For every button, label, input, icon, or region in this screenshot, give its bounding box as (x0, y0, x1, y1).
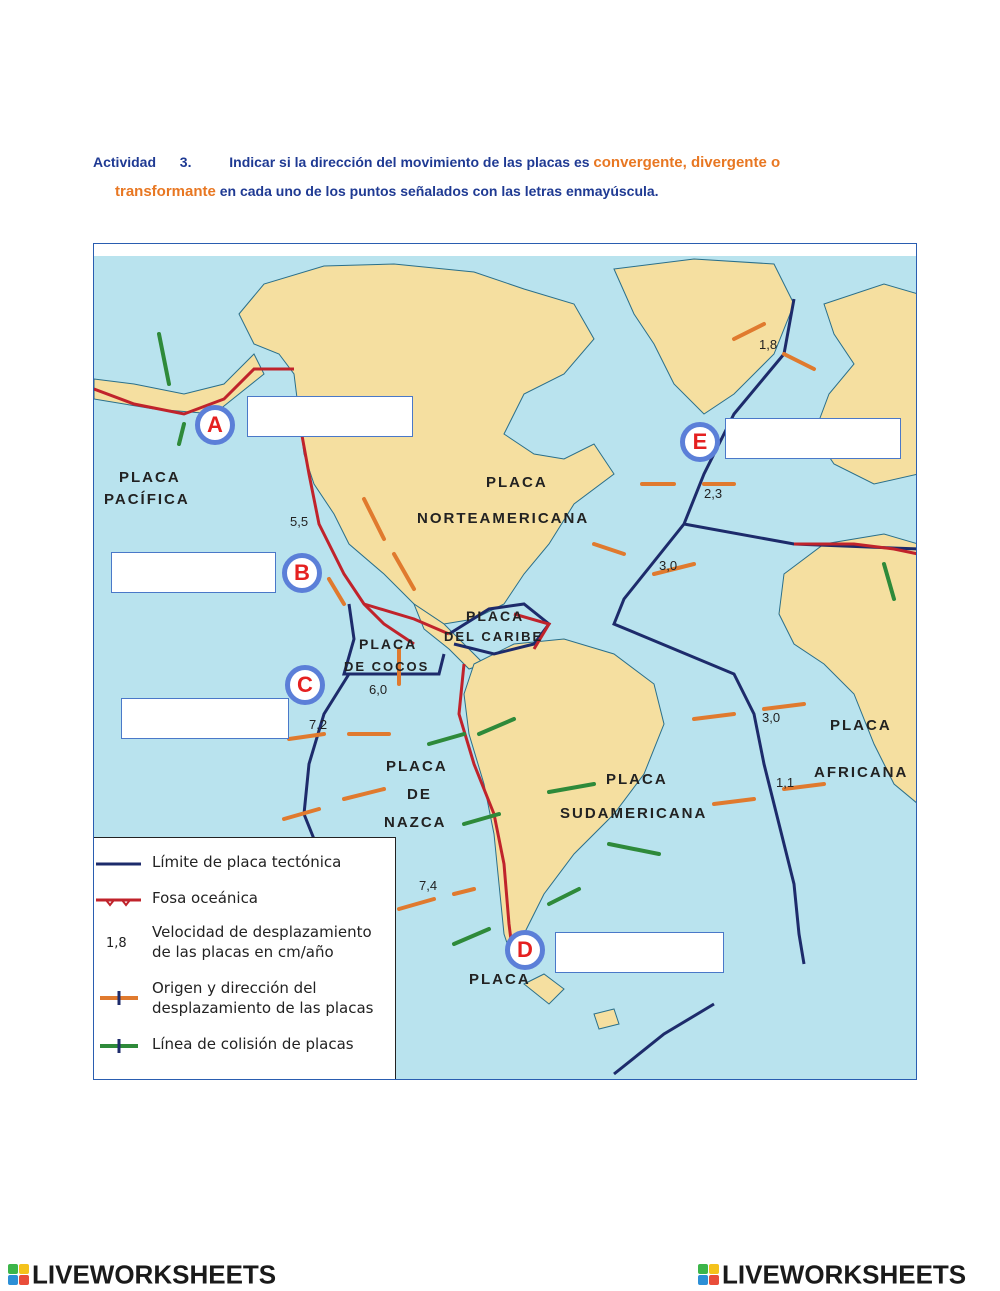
answer-box-c[interactable] (121, 698, 289, 739)
label-caribe-1: PLACA (466, 608, 525, 624)
label-nazca-3: NAZCA (384, 814, 447, 831)
map-top-margin (94, 244, 917, 256)
instructions-line1 (93, 148, 893, 177)
label-afr-1: PLACA (830, 717, 892, 734)
activity-number: 3. (179, 154, 192, 170)
label-ant: PLACA (469, 971, 531, 988)
answer-box-d[interactable] (555, 932, 724, 973)
speed-label: 3,0 (762, 710, 781, 725)
speed-label: 2,3 (704, 486, 723, 501)
legend-speed (94, 922, 394, 966)
footer-logo-right-text: LIVEWORKSHEETS (722, 1259, 967, 1290)
label-cocos-1: PLACA (359, 636, 418, 652)
answer-box-e[interactable] (725, 418, 901, 459)
label-sud-1: PLACA (606, 771, 668, 788)
label-norte-1: PLACA (486, 474, 548, 491)
instruction-text-3: mayúscula. (582, 183, 659, 199)
label-afr-2: AFRICANA (814, 764, 909, 781)
label-pacifica-1: PLACA (119, 469, 181, 486)
label-cocos-2: DE COCOS (344, 659, 430, 674)
activity-label: Actividad (93, 154, 157, 170)
label-sud-2: SUDAMERICANA (560, 805, 708, 822)
label-pacifica-2: PACÍFICA (104, 491, 190, 508)
instruction-text-1: Indicar si la dirección del movimiento de las placas es (229, 154, 590, 170)
instruction-highlight-2: transformante (115, 183, 216, 200)
label-caribe-2: DEL CARIBE (444, 629, 544, 644)
legend-origin-label-1: Origen y dirección del (152, 979, 317, 997)
legend-origin (94, 978, 394, 1022)
liveworksheets-icon (698, 1264, 720, 1286)
footer-logo-right (698, 1258, 966, 1288)
label-nazca-2: DE (407, 786, 432, 803)
marker-b: B (282, 553, 322, 593)
footer-logo-left (8, 1258, 276, 1288)
marker-c: C (285, 665, 325, 705)
speed-label: 7,2 (309, 717, 328, 732)
legend-boundary-icon (96, 854, 146, 874)
marker-e: E (680, 422, 720, 462)
marker-a: A (195, 405, 235, 445)
instruction-text-2: en cada uno de los puntos señalados con las letras en (219, 183, 583, 199)
legend-origin-label-2: desplazamiento de las placas (152, 999, 374, 1017)
label-nazca-1: PLACA (386, 758, 448, 775)
legend-origin-icon (96, 988, 146, 1008)
instructions (93, 148, 893, 206)
map-legend (94, 837, 396, 1080)
legend-speed-sample: 1,8 (106, 936, 127, 951)
legend-trench-label: Fosa oceánica (152, 889, 259, 907)
legend-boundary-label: Límite de placa tectónica (152, 853, 342, 871)
instructions-line2 (93, 177, 893, 206)
speed-label: 1,1 (776, 775, 795, 790)
footer-logo-left-text: LIVEWORKSHEETS (32, 1259, 277, 1290)
answer-box-a[interactable] (247, 396, 413, 437)
answer-box-b[interactable] (111, 552, 276, 593)
speed-label: 6,0 (369, 682, 388, 697)
speed-label: 5,5 (290, 514, 309, 529)
label-norte-2: NORTEAMERICANA (417, 510, 590, 527)
legend-speed-label-2: de las placas en cm/año (152, 943, 334, 961)
instruction-highlight-1: convergente, divergente o (593, 154, 781, 171)
legend-collision-label: Línea de colisión de placas (152, 1035, 354, 1053)
liveworksheets-icon (8, 1264, 30, 1286)
marker-d: D (505, 930, 545, 970)
speed-label: 7,4 (419, 878, 438, 893)
speed-label: 1,8 (759, 337, 778, 352)
legend-trench-icon (96, 890, 146, 910)
legend-speed-label-1: Velocidad de desplazamiento (152, 923, 372, 941)
legend-collision-icon (96, 1036, 146, 1056)
speed-label: 3,0 (659, 558, 678, 573)
